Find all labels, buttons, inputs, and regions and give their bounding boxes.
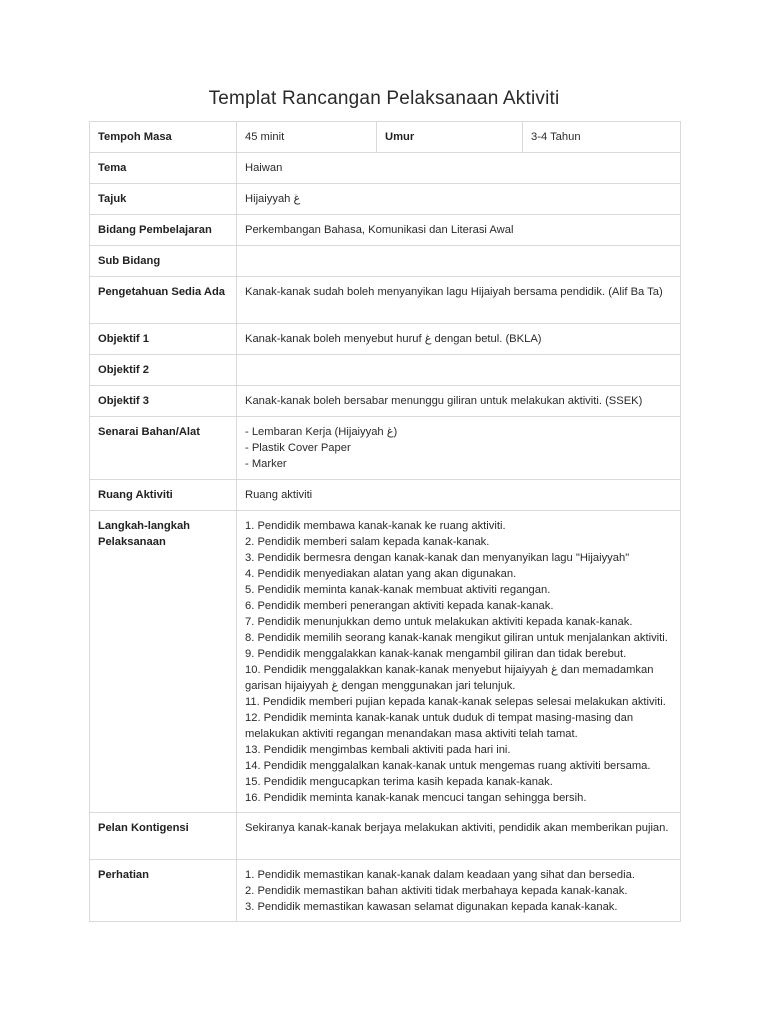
- step-item: 4. Pendidik menyediakan alatan yang akan digunakan.: [245, 568, 517, 580]
- langkah-steps: [237, 511, 681, 813]
- bidang-value: Perkembangan Bahasa, Komunikasi dan Literasi Awal: [237, 215, 681, 246]
- row-perhatian: [90, 860, 681, 922]
- row-sub-bidang: [90, 246, 681, 277]
- step-item: 8. Pendidik memilih seorang kanak-kanak mengikut giliran untuk menjalankan aktiviti.: [245, 632, 668, 644]
- perhatian-label: Perhatian: [90, 860, 237, 922]
- perhatian-value: [237, 860, 681, 922]
- row-tajuk: [90, 184, 681, 215]
- tempoh-masa-value: 45 minit: [237, 122, 377, 153]
- row-senarai-bahan: [90, 417, 681, 480]
- step-item: 2. Pendidik memberi salam kepada kanak-kanak.: [245, 536, 490, 548]
- step-item: 13. Pendidik mengimbas kembali aktiviti pada hari ini.: [245, 744, 511, 756]
- step-item: 1. Pendidik membawa kanak-kanak ke ruang aktiviti.: [245, 520, 506, 532]
- row-tema: [90, 153, 681, 184]
- senarai-value: [237, 417, 681, 480]
- step-item: 12. Pendidik meminta kanak-kanak untuk duduk di tempat masing-masing dan melakukan aktiviti regangan menandakan masa aktiviti telah tamat.: [245, 712, 634, 740]
- activity-plan-table: [89, 121, 681, 922]
- pelan-value: Sekiranya kanak-kanak berjaya melakukan aktiviti, pendidik akan memberikan pujian.: [237, 813, 681, 860]
- tajuk-label: Tajuk: [90, 184, 237, 215]
- objektif1-value: Kanak-kanak boleh menyebut huruf غ dengan betul. (BKLA): [237, 324, 681, 355]
- objektif1-label: Objektif 1: [90, 324, 237, 355]
- row-objektif-1: [90, 324, 681, 355]
- senarai-label: Senarai Bahan/Alat: [90, 417, 237, 480]
- note-item: 1. Pendidik memastikan kanak-kanak dalam keadaan yang sihat dan bersedia.: [245, 869, 635, 881]
- step-item: 9. Pendidik menggalakkan kanak-kanak mengambil giliran dan tidak berebut.: [245, 648, 627, 660]
- objektif2-label: Objektif 2: [90, 355, 237, 386]
- row-objektif-2: [90, 355, 681, 386]
- objektif2-value: [237, 355, 681, 386]
- langkah-label: [90, 511, 237, 813]
- pelan-label: Pelan Kontigensi: [90, 813, 237, 860]
- material-item: - Marker: [245, 458, 287, 470]
- row-langkah-pelaksanaan: [90, 511, 681, 813]
- umur-value: 3-4 Tahun: [523, 122, 681, 153]
- tajuk-value: Hijaiyyah غ: [237, 184, 681, 215]
- material-item: - Lembaran Kerja (Hijaiyyah غ): [245, 426, 398, 438]
- bidang-label: Bidang Pembelajaran: [90, 215, 237, 246]
- sub-bidang-value: [237, 246, 681, 277]
- step-item: 14. Pendidik menggalalkan kanak-kanak untuk mengemas ruang aktiviti bersama.: [245, 760, 651, 772]
- row-pelan-kontigensi: [90, 813, 681, 860]
- note-item: 3. Pendidik memastikan kawasan selamat digunakan kepada kanak-kanak.: [245, 901, 618, 913]
- note-item: 2. Pendidik memastikan bahan aktiviti tidak merbahaya kepada kanak-kanak.: [245, 885, 628, 897]
- ruang-label: Ruang Aktiviti: [90, 480, 237, 511]
- step-item: 10. Pendidik menggalakkan kanak-kanak menyebut hijaiyyah غ dan memadamkan garisan hijaiyyah غ dengan menggunakan jari telunjuk.: [245, 664, 654, 692]
- langkah-label-line2: Pelaksanaan: [98, 536, 166, 548]
- step-item: 5. Pendidik meminta kanak-kanak membuat aktiviti regangan.: [245, 584, 551, 596]
- sub-bidang-label: Sub Bidang: [90, 246, 237, 277]
- step-item: 6. Pendidik memberi penerangan aktiviti kepada kanak-kanak.: [245, 600, 554, 612]
- tema-label: Tema: [90, 153, 237, 184]
- document-title: Templat Rancangan Pelaksanaan Aktiviti: [208, 88, 560, 109]
- ruang-value: Ruang aktiviti: [237, 480, 681, 511]
- tempoh-masa-label: Tempoh Masa: [90, 122, 237, 153]
- objektif3-label: Objektif 3: [90, 386, 237, 417]
- row-objektif-3: [90, 386, 681, 417]
- langkah-label-line1: Langkah-langkah: [98, 520, 191, 532]
- step-item: 11. Pendidik memberi pujian kepada kanak-kanak selepas selesai melakukan aktiviti.: [245, 696, 666, 708]
- step-item: 7. Pendidik menunjukkan demo untuk melakukan aktiviti kepada kanak-kanak.: [245, 616, 633, 628]
- row-pengetahuan-sedia-ada: [90, 277, 681, 324]
- pengetahuan-value: Kanak-kanak sudah boleh menyanyikan lagu Hijaiyah bersama pendidik. (Alif Ba Ta): [237, 277, 681, 324]
- tema-value: Haiwan: [237, 153, 681, 184]
- pengetahuan-label: Pengetahuan Sedia Ada: [90, 277, 237, 324]
- row-ruang-aktiviti: [90, 480, 681, 511]
- umur-label: Umur: [377, 122, 523, 153]
- step-item: 15. Pendidik mengucapkan terima kasih kepada kanak-kanak.: [245, 776, 553, 788]
- step-item: 16. Pendidik meminta kanak-kanak mencuci tangan sehingga bersih.: [245, 792, 587, 804]
- objektif3-value: Kanak-kanak boleh bersabar menunggu giliran untuk melakukan aktiviti. (SSEK): [237, 386, 681, 417]
- row-bidang-pembelajaran: [90, 215, 681, 246]
- row-tempoh-masa: [90, 122, 681, 153]
- material-item: - Plastik Cover Paper: [245, 442, 351, 454]
- step-item: 3. Pendidik bermesra dengan kanak-kanak dan menyanyikan lagu "Hijaiyyah": [245, 552, 630, 564]
